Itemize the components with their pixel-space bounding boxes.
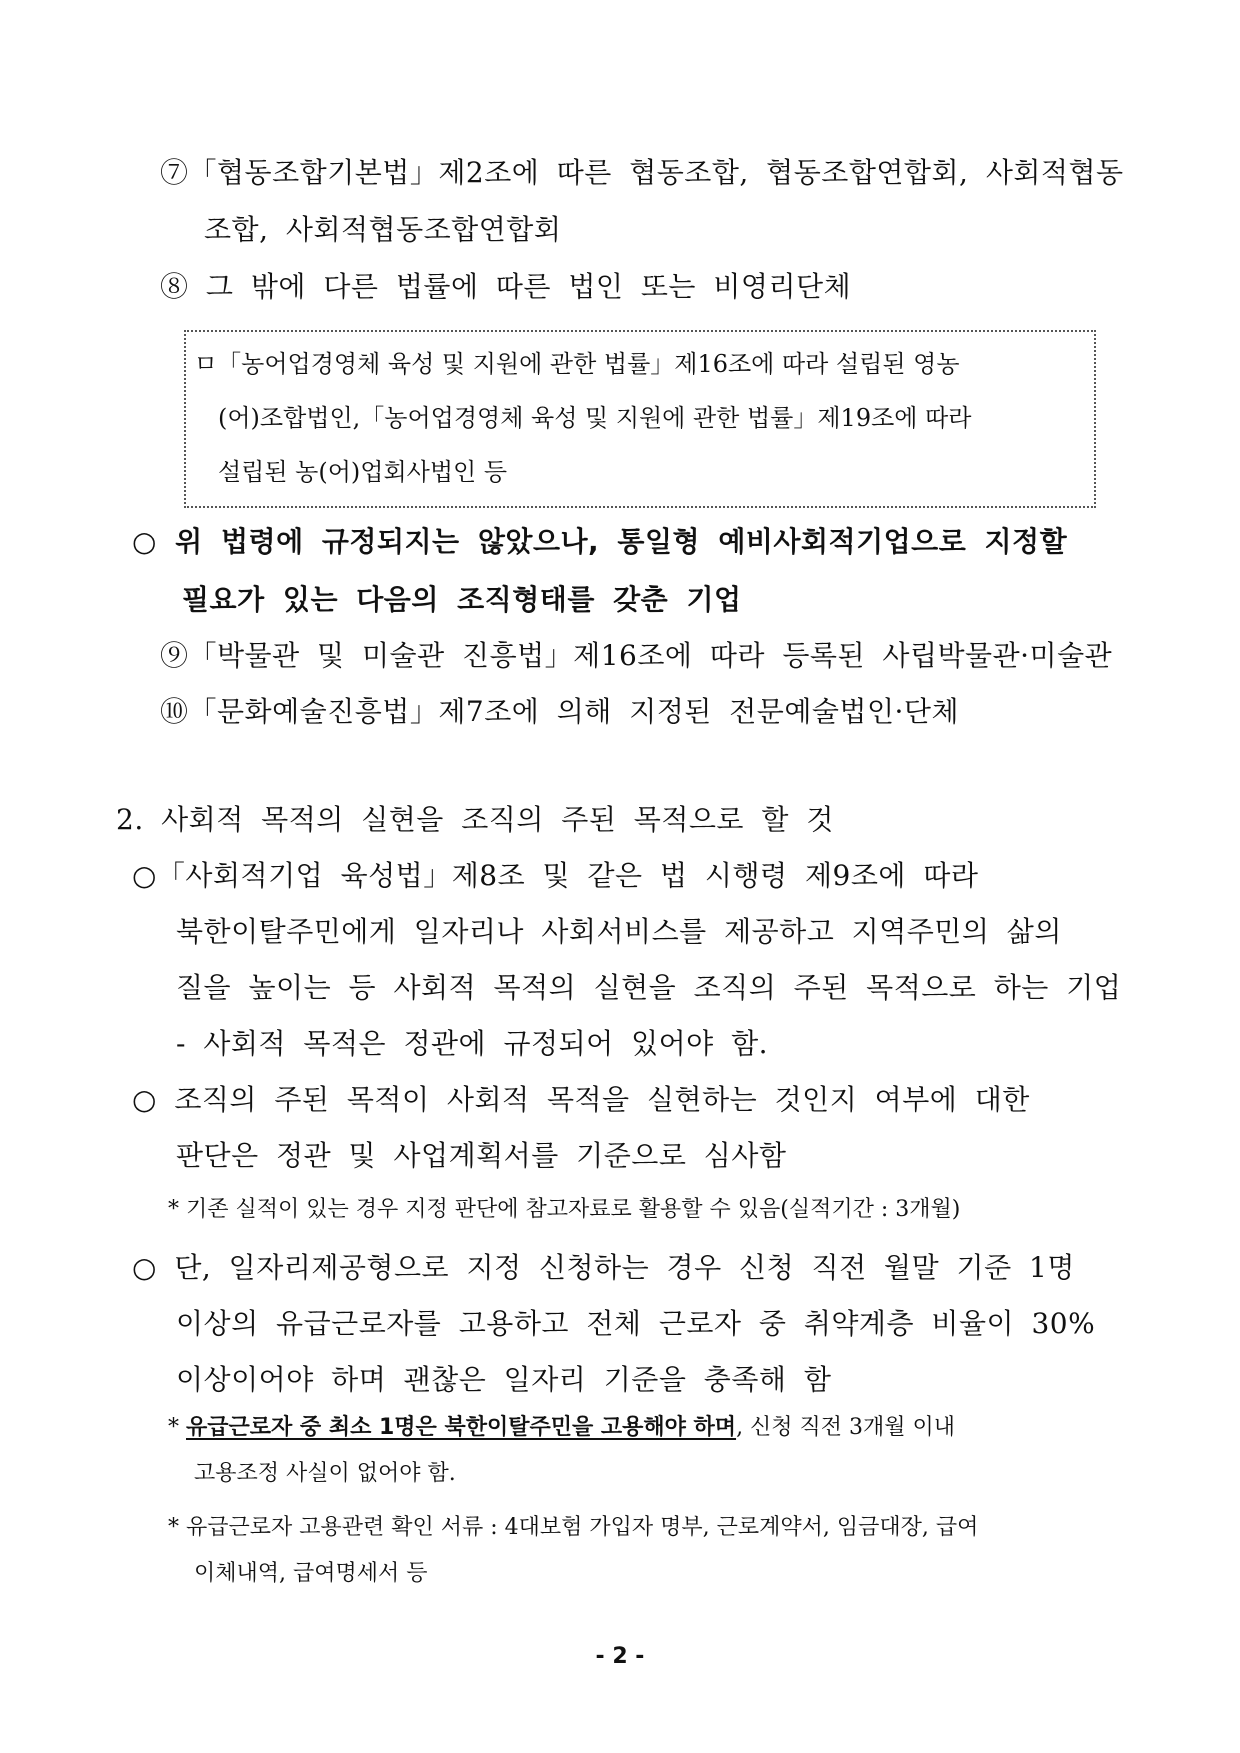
section-2-heading: 2. 사회적 목적의 실현을 조직의 주된 목적으로 할 것 bbox=[116, 803, 834, 836]
criteria-1-line3: 질을 높이는 등 사회적 목적의 실현을 조직의 주된 목적으로 하는 기업 bbox=[176, 971, 1122, 1004]
bullet-line1: ○ 위 법령에 규정되지는 않았으나, 통일형 예비사회적기업으로 지정할 bbox=[132, 525, 1068, 558]
item-8: ⑧ 그 밖에 다른 법률에 따른 법인 또는 비영리단체 bbox=[160, 270, 852, 303]
criteria-1-line4: - 사회적 목적은 정관에 규정되어 있어야 함. bbox=[176, 1027, 769, 1060]
criteria-3-note1-line2: 고용조정 사실이 없어야 함. bbox=[194, 1461, 456, 1486]
criteria-3-line1: ○ 단, 일자리제공형으로 지정 신청하는 경우 신청 직전 월말 기준 1명 bbox=[132, 1251, 1075, 1284]
criteria-2-line2: 판단은 정관 및 사업계획서를 기준으로 심사함 bbox=[176, 1139, 787, 1172]
item-7-line2: 조합, 사회적협동조합연합회 bbox=[204, 213, 562, 246]
criteria-3-note2-line2: 이체내역, 급여명세서 등 bbox=[194, 1561, 428, 1586]
bullet-line2: 필요가 있는 다음의 조직형태를 갖춘 기업 bbox=[182, 583, 742, 616]
note-star: * bbox=[168, 1415, 179, 1440]
info-box-line1: ㅁ「농어업경영체 육성 및 지원에 관한 법률」제16조에 따라 설립된 영농 bbox=[194, 350, 960, 378]
item-7-line1: ⑦「협동조합기본법」제2조에 따른 협동조합, 협동조합연합회, 사회적협동 bbox=[160, 156, 1124, 189]
note-rest: , 신청 직전 3개월 이내 bbox=[736, 1415, 956, 1440]
note-emphasis: 유급근로자 중 최소 1명은 북한이탈주민을 고용해야 하며 bbox=[186, 1415, 737, 1440]
criteria-1-line2: 북한이탈주민에게 일자리나 사회서비스를 제공하고 지역주민의 삶의 bbox=[176, 915, 1062, 948]
criteria-3-line3: 이상이어야 하며 괜찮은 일자리 기준을 충족해 함 bbox=[176, 1363, 832, 1396]
info-box-line2: (어)조합법인,「농어업경영체 육성 및 지원에 관한 법률」제19조에 따라 bbox=[218, 404, 972, 432]
item-10: ⑩「문화예술진흥법」제7조에 의해 지정된 전문예술법인·단체 bbox=[160, 695, 960, 728]
criteria-3-line2: 이상의 유급근로자를 고용하고 전체 근로자 중 취약계층 비율이 30% bbox=[176, 1307, 1096, 1340]
info-box-line3: 설립된 농(어)업회사법인 등 bbox=[218, 458, 508, 486]
criteria-3-note1-line1 bbox=[168, 1406, 955, 1450]
item-9: ⑨「박물관 및 미술관 진흥법」제16조에 따라 등록된 사립박물관·미술관 bbox=[160, 639, 1113, 672]
criteria-2-note: * 기존 실적이 있는 경우 지정 판단에 참고자료로 활용할 수 있음(실적기간 : 3개월) bbox=[168, 1197, 961, 1222]
criteria-1-line1: ○「사회적기업 육성법」제8조 및 같은 법 시행령 제9조에 따라 bbox=[132, 859, 979, 892]
page-number: - 2 - bbox=[595, 1644, 645, 1669]
criteria-3-note2-line1: * 유급근로자 고용관련 확인 서류 : 4대보험 가입자 명부, 근로계약서, 임금대장, 급여 bbox=[168, 1515, 979, 1540]
criteria-2-line1: ○ 조직의 주된 목적이 사회적 목적을 실현하는 것인지 여부에 대한 bbox=[132, 1083, 1030, 1116]
